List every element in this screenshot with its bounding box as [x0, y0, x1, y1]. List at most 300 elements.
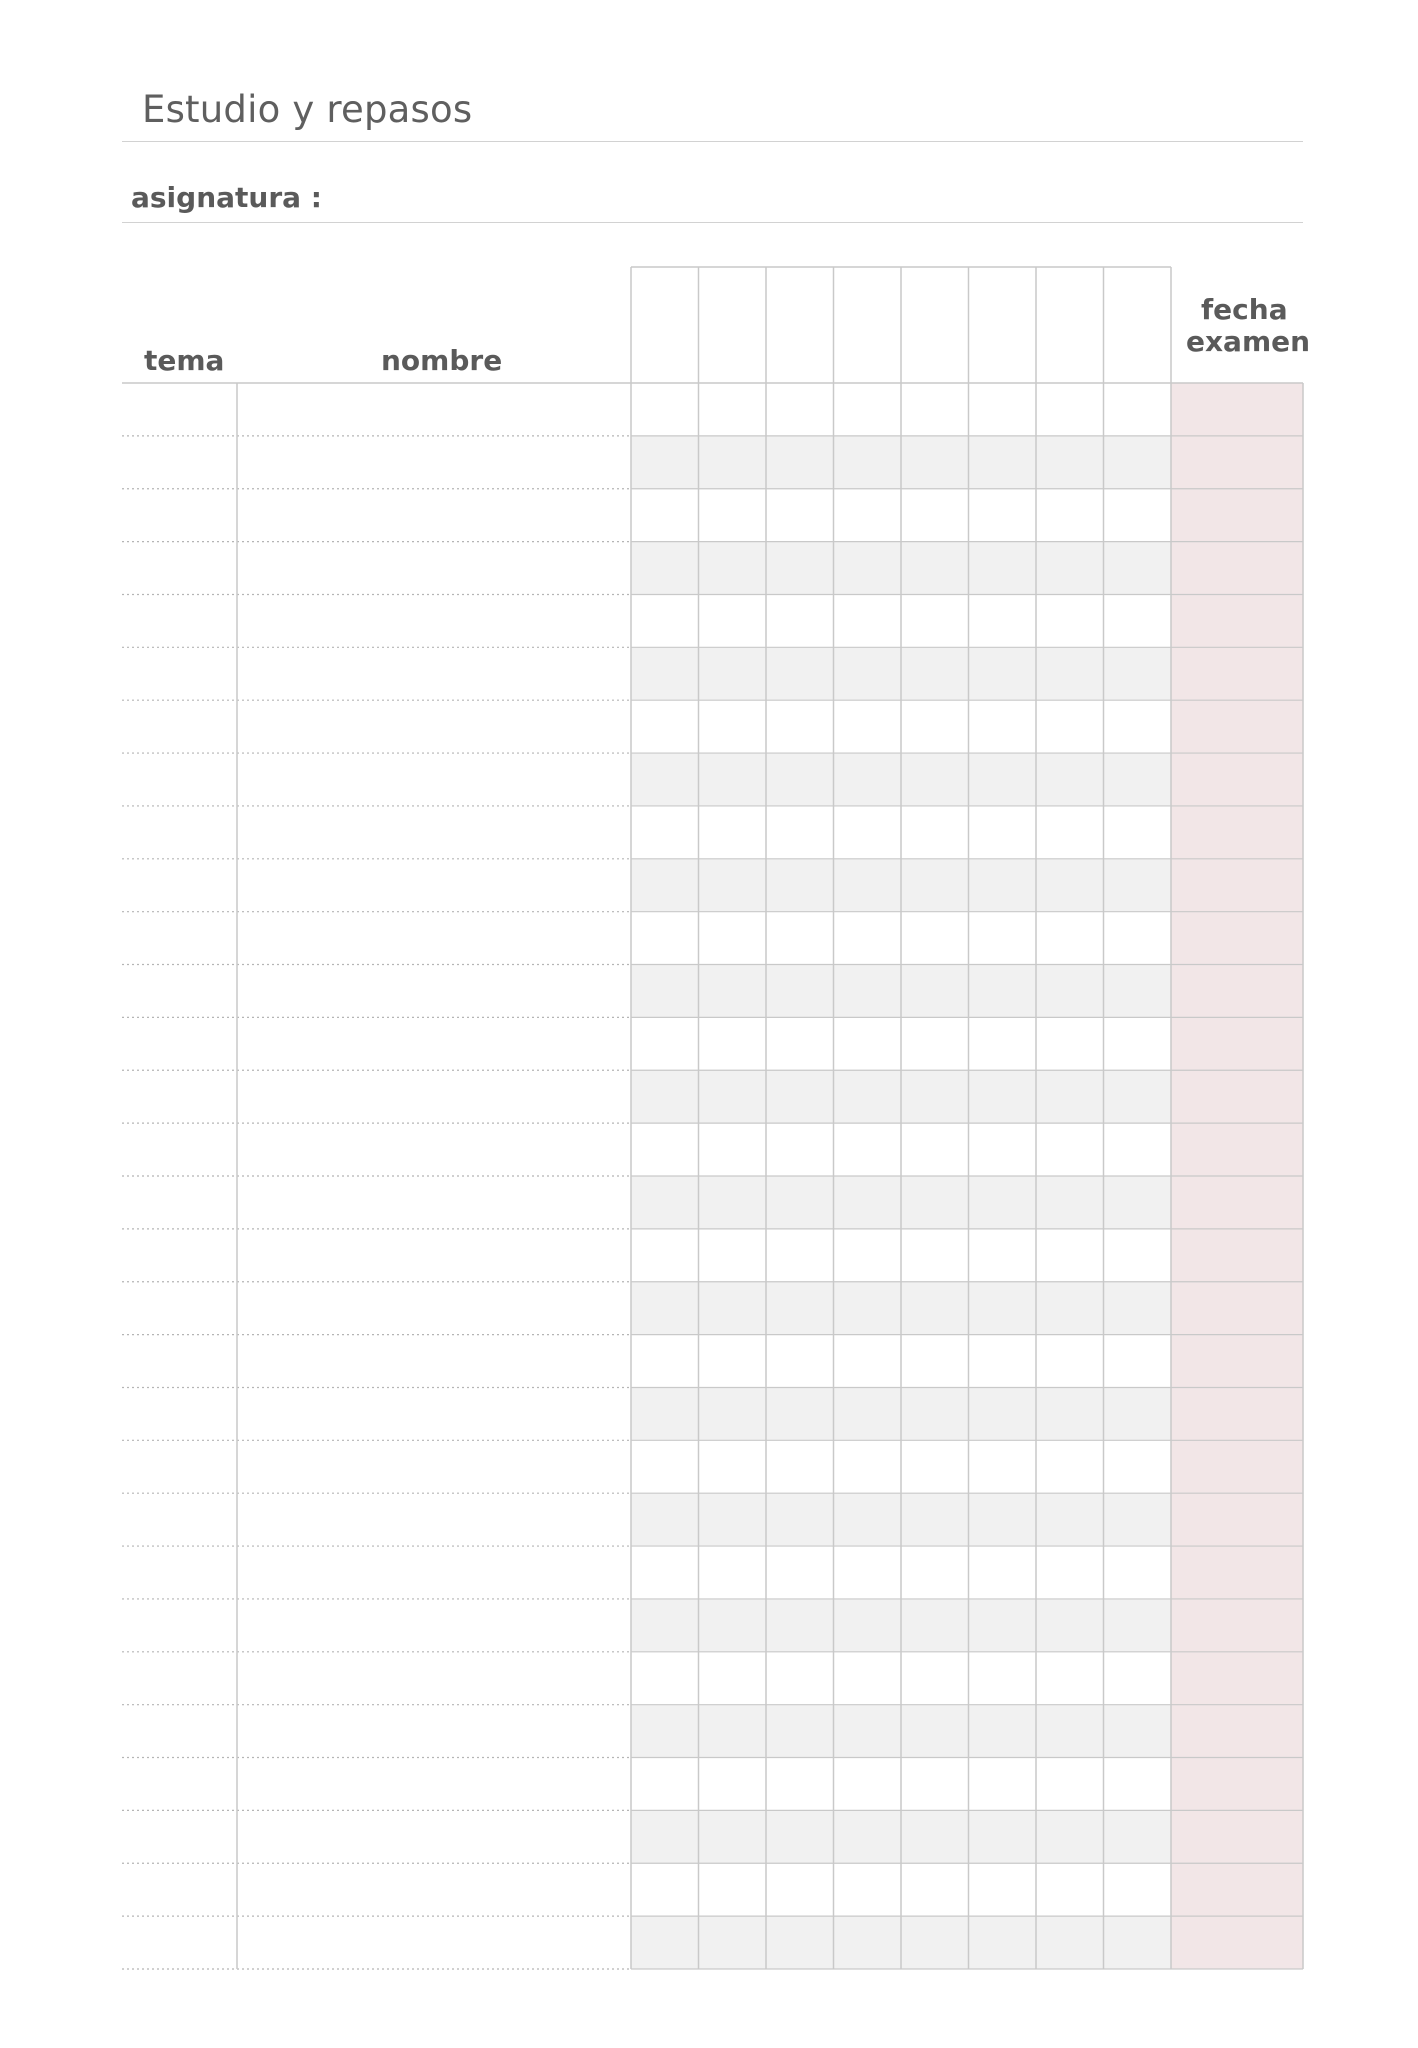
review-checkbox-cell[interactable]	[631, 912, 699, 965]
review-checkbox-cell[interactable]	[1104, 1387, 1172, 1440]
review-checkbox-cell[interactable]	[1104, 1017, 1172, 1070]
review-checkbox-cell[interactable]	[969, 859, 1037, 912]
topic-cell[interactable]	[122, 542, 237, 595]
review-checkbox-cell[interactable]	[901, 1017, 969, 1070]
review-checkbox-cell[interactable]	[1036, 1863, 1104, 1916]
exam-date-cell[interactable]	[1171, 383, 1303, 436]
review-checkbox-cell[interactable]	[631, 1387, 699, 1440]
exam-date-cell[interactable]	[1171, 1599, 1303, 1652]
topic-cell[interactable]	[122, 806, 237, 859]
name-cell[interactable]	[237, 489, 631, 542]
review-checkbox-cell[interactable]	[834, 436, 902, 489]
review-checkbox-cell[interactable]	[1104, 1705, 1172, 1758]
review-checkbox-cell[interactable]	[631, 1335, 699, 1388]
review-checkbox-cell[interactable]	[834, 1758, 902, 1811]
exam-date-cell[interactable]	[1171, 594, 1303, 647]
name-cell[interactable]	[237, 1176, 631, 1229]
review-checkbox-cell[interactable]	[631, 1229, 699, 1282]
review-checkbox-cell[interactable]	[901, 383, 969, 436]
topic-cell[interactable]	[122, 1916, 237, 1969]
review-checkbox-cell[interactable]	[766, 1440, 834, 1493]
exam-date-cell[interactable]	[1171, 1493, 1303, 1546]
review-checkbox-cell[interactable]	[631, 1599, 699, 1652]
review-checkbox-cell[interactable]	[631, 1810, 699, 1863]
review-checkbox-cell[interactable]	[1104, 383, 1172, 436]
review-checkbox-cell[interactable]	[699, 859, 767, 912]
review-checkbox-cell[interactable]	[1104, 753, 1172, 806]
review-checkbox-cell[interactable]	[901, 1440, 969, 1493]
topic-cell[interactable]	[122, 1863, 237, 1916]
name-cell[interactable]	[237, 806, 631, 859]
review-checkbox-cell[interactable]	[631, 594, 699, 647]
exam-date-cell[interactable]	[1171, 1546, 1303, 1599]
review-checkbox-cell[interactable]	[631, 1123, 699, 1176]
review-checkbox-cell[interactable]	[969, 965, 1037, 1018]
exam-date-cell[interactable]	[1171, 1863, 1303, 1916]
review-checkbox-cell[interactable]	[834, 1863, 902, 1916]
exam-date-cell[interactable]	[1171, 912, 1303, 965]
exam-date-cell[interactable]	[1171, 806, 1303, 859]
review-checkbox-cell[interactable]	[699, 1599, 767, 1652]
review-checkbox-cell[interactable]	[1036, 436, 1104, 489]
review-checkbox-cell[interactable]	[1036, 1282, 1104, 1335]
review-checkbox-cell[interactable]	[1104, 1916, 1172, 1969]
name-cell[interactable]	[237, 1652, 631, 1705]
review-checkbox-cell[interactable]	[1104, 1176, 1172, 1229]
name-cell[interactable]	[237, 647, 631, 700]
review-checkbox-cell[interactable]	[1036, 1705, 1104, 1758]
review-checkbox-cell[interactable]	[969, 1176, 1037, 1229]
review-checkbox-cell[interactable]	[834, 1387, 902, 1440]
review-checkbox-cell[interactable]	[901, 965, 969, 1018]
review-checkbox-cell[interactable]	[834, 1599, 902, 1652]
name-cell[interactable]	[237, 542, 631, 595]
name-cell[interactable]	[237, 1546, 631, 1599]
review-checkbox-cell[interactable]	[766, 1863, 834, 1916]
review-checkbox-cell[interactable]	[969, 1229, 1037, 1282]
exam-date-cell[interactable]	[1171, 1070, 1303, 1123]
exam-date-cell[interactable]	[1171, 489, 1303, 542]
review-checkbox-cell[interactable]	[699, 912, 767, 965]
review-checkbox-cell[interactable]	[766, 1705, 834, 1758]
review-checkbox-cell[interactable]	[1104, 1863, 1172, 1916]
review-checkbox-cell[interactable]	[1036, 1546, 1104, 1599]
review-checkbox-cell[interactable]	[901, 1070, 969, 1123]
review-checkbox-cell[interactable]	[834, 542, 902, 595]
review-checkbox-cell[interactable]	[766, 1758, 834, 1811]
review-checkbox-cell[interactable]	[699, 1916, 767, 1969]
topic-cell[interactable]	[122, 753, 237, 806]
review-checkbox-cell[interactable]	[766, 1546, 834, 1599]
name-cell[interactable]	[237, 1810, 631, 1863]
review-checkbox-cell[interactable]	[969, 1017, 1037, 1070]
name-cell[interactable]	[237, 594, 631, 647]
review-checkbox-cell[interactable]	[1104, 1493, 1172, 1546]
review-checkbox-cell[interactable]	[969, 383, 1037, 436]
review-checkbox-cell[interactable]	[901, 1335, 969, 1388]
review-checkbox-cell[interactable]	[969, 1758, 1037, 1811]
review-checkbox-cell[interactable]	[834, 1652, 902, 1705]
review-checkbox-cell[interactable]	[969, 542, 1037, 595]
review-checkbox-cell[interactable]	[901, 1123, 969, 1176]
review-checkbox-cell[interactable]	[699, 1546, 767, 1599]
name-cell[interactable]	[237, 1863, 631, 1916]
review-checkbox-cell[interactable]	[766, 1493, 834, 1546]
name-cell[interactable]	[237, 1123, 631, 1176]
name-cell[interactable]	[237, 965, 631, 1018]
exam-date-cell[interactable]	[1171, 1758, 1303, 1811]
review-checkbox-cell[interactable]	[766, 965, 834, 1018]
exam-date-cell[interactable]	[1171, 1916, 1303, 1969]
review-checkbox-cell[interactable]	[969, 912, 1037, 965]
name-cell[interactable]	[237, 1282, 631, 1335]
exam-date-cell[interactable]	[1171, 542, 1303, 595]
exam-date-cell[interactable]	[1171, 1017, 1303, 1070]
topic-cell[interactable]	[122, 1758, 237, 1811]
review-checkbox-cell[interactable]	[631, 436, 699, 489]
name-cell[interactable]	[237, 1440, 631, 1493]
review-checkbox-cell[interactable]	[766, 1599, 834, 1652]
name-cell[interactable]	[237, 1705, 631, 1758]
review-checkbox-cell[interactable]	[699, 1705, 767, 1758]
review-checkbox-cell[interactable]	[834, 1123, 902, 1176]
review-checkbox-cell[interactable]	[901, 1493, 969, 1546]
review-checkbox-cell[interactable]	[631, 647, 699, 700]
review-checkbox-cell[interactable]	[969, 647, 1037, 700]
review-checkbox-cell[interactable]	[1104, 647, 1172, 700]
review-checkbox-cell[interactable]	[699, 1493, 767, 1546]
review-checkbox-cell[interactable]	[1036, 1652, 1104, 1705]
review-checkbox-cell[interactable]	[1036, 1387, 1104, 1440]
review-checkbox-cell[interactable]	[631, 1017, 699, 1070]
review-checkbox-cell[interactable]	[699, 383, 767, 436]
review-checkbox-cell[interactable]	[766, 383, 834, 436]
review-checkbox-cell[interactable]	[901, 806, 969, 859]
review-checkbox-cell[interactable]	[969, 1810, 1037, 1863]
review-checkbox-cell[interactable]	[901, 1652, 969, 1705]
review-checkbox-cell[interactable]	[1104, 859, 1172, 912]
review-checkbox-cell[interactable]	[834, 1546, 902, 1599]
review-checkbox-cell[interactable]	[901, 912, 969, 965]
topic-cell[interactable]	[122, 1599, 237, 1652]
review-checkbox-cell[interactable]	[766, 1387, 834, 1440]
review-checkbox-cell[interactable]	[1104, 1546, 1172, 1599]
review-checkbox-cell[interactable]	[631, 1176, 699, 1229]
review-checkbox-cell[interactable]	[834, 806, 902, 859]
review-checkbox-cell[interactable]	[1036, 647, 1104, 700]
review-checkbox-cell[interactable]	[699, 1017, 767, 1070]
review-checkbox-cell[interactable]	[1104, 1652, 1172, 1705]
review-checkbox-cell[interactable]	[1104, 594, 1172, 647]
review-checkbox-cell[interactable]	[969, 1493, 1037, 1546]
topic-cell[interactable]	[122, 1335, 237, 1388]
name-cell[interactable]	[237, 1387, 631, 1440]
review-checkbox-cell[interactable]	[834, 700, 902, 753]
review-checkbox-cell[interactable]	[766, 1123, 834, 1176]
review-checkbox-cell[interactable]	[1104, 912, 1172, 965]
review-checkbox-cell[interactable]	[834, 1810, 902, 1863]
review-checkbox-cell[interactable]	[834, 1916, 902, 1969]
review-checkbox-cell[interactable]	[834, 1705, 902, 1758]
review-checkbox-cell[interactable]	[631, 1758, 699, 1811]
topic-cell[interactable]	[122, 700, 237, 753]
review-checkbox-cell[interactable]	[699, 1282, 767, 1335]
review-checkbox-cell[interactable]	[631, 1652, 699, 1705]
review-checkbox-cell[interactable]	[1036, 1493, 1104, 1546]
review-checkbox-cell[interactable]	[969, 1335, 1037, 1388]
review-checkbox-cell[interactable]	[901, 1705, 969, 1758]
review-checkbox-cell[interactable]	[1036, 1176, 1104, 1229]
review-checkbox-cell[interactable]	[699, 1863, 767, 1916]
review-checkbox-cell[interactable]	[969, 1387, 1037, 1440]
review-checkbox-cell[interactable]	[1036, 859, 1104, 912]
name-cell[interactable]	[237, 436, 631, 489]
review-checkbox-cell[interactable]	[834, 753, 902, 806]
review-checkbox-cell[interactable]	[699, 965, 767, 1018]
review-checkbox-cell[interactable]	[901, 1758, 969, 1811]
review-checkbox-cell[interactable]	[901, 1546, 969, 1599]
review-checkbox-cell[interactable]	[969, 594, 1037, 647]
review-checkbox-cell[interactable]	[1104, 1070, 1172, 1123]
review-checkbox-cell[interactable]	[834, 859, 902, 912]
review-checkbox-cell[interactable]	[631, 700, 699, 753]
review-checkbox-cell[interactable]	[834, 489, 902, 542]
review-checkbox-cell[interactable]	[1036, 1070, 1104, 1123]
name-cell[interactable]	[237, 1017, 631, 1070]
review-checkbox-cell[interactable]	[834, 383, 902, 436]
review-checkbox-cell[interactable]	[699, 1758, 767, 1811]
review-checkbox-cell[interactable]	[699, 1387, 767, 1440]
review-checkbox-cell[interactable]	[766, 806, 834, 859]
review-checkbox-cell[interactable]	[631, 1493, 699, 1546]
exam-date-cell[interactable]	[1171, 647, 1303, 700]
topic-cell[interactable]	[122, 1546, 237, 1599]
review-checkbox-cell[interactable]	[699, 1176, 767, 1229]
exam-date-cell[interactable]	[1171, 859, 1303, 912]
name-cell[interactable]	[237, 1493, 631, 1546]
review-checkbox-cell[interactable]	[1036, 1123, 1104, 1176]
review-checkbox-cell[interactable]	[699, 594, 767, 647]
review-checkbox-cell[interactable]	[631, 383, 699, 436]
topic-cell[interactable]	[122, 1229, 237, 1282]
review-checkbox-cell[interactable]	[766, 489, 834, 542]
exam-date-cell[interactable]	[1171, 1387, 1303, 1440]
review-checkbox-cell[interactable]	[969, 1916, 1037, 1969]
review-checkbox-cell[interactable]	[901, 1599, 969, 1652]
review-checkbox-cell[interactable]	[699, 1810, 767, 1863]
name-cell[interactable]	[237, 1599, 631, 1652]
review-checkbox-cell[interactable]	[699, 753, 767, 806]
review-checkbox-cell[interactable]	[1104, 1335, 1172, 1388]
topic-cell[interactable]	[122, 965, 237, 1018]
review-checkbox-cell[interactable]	[969, 1440, 1037, 1493]
review-checkbox-cell[interactable]	[969, 1652, 1037, 1705]
review-checkbox-cell[interactable]	[834, 1282, 902, 1335]
review-checkbox-cell[interactable]	[969, 1705, 1037, 1758]
review-checkbox-cell[interactable]	[631, 1282, 699, 1335]
review-checkbox-cell[interactable]	[969, 1123, 1037, 1176]
name-cell[interactable]	[237, 1070, 631, 1123]
review-checkbox-cell[interactable]	[631, 1070, 699, 1123]
name-cell[interactable]	[237, 859, 631, 912]
review-checkbox-cell[interactable]	[969, 489, 1037, 542]
review-checkbox-cell[interactable]	[766, 1070, 834, 1123]
review-checkbox-cell[interactable]	[1104, 1810, 1172, 1863]
review-checkbox-cell[interactable]	[834, 1493, 902, 1546]
exam-date-cell[interactable]	[1171, 1123, 1303, 1176]
review-checkbox-cell[interactable]	[631, 1916, 699, 1969]
review-checkbox-cell[interactable]	[901, 1863, 969, 1916]
topic-cell[interactable]	[122, 1652, 237, 1705]
review-checkbox-cell[interactable]	[766, 1017, 834, 1070]
review-checkbox-cell[interactable]	[766, 1810, 834, 1863]
review-checkbox-cell[interactable]	[631, 542, 699, 595]
exam-date-cell[interactable]	[1171, 753, 1303, 806]
review-checkbox-cell[interactable]	[766, 1229, 834, 1282]
exam-date-cell[interactable]	[1171, 1810, 1303, 1863]
review-checkbox-cell[interactable]	[631, 1546, 699, 1599]
name-cell[interactable]	[237, 1916, 631, 1969]
review-checkbox-cell[interactable]	[1036, 753, 1104, 806]
review-checkbox-cell[interactable]	[901, 647, 969, 700]
review-checkbox-cell[interactable]	[1036, 1916, 1104, 1969]
review-checkbox-cell[interactable]	[901, 1282, 969, 1335]
exam-date-cell[interactable]	[1171, 1440, 1303, 1493]
review-checkbox-cell[interactable]	[699, 489, 767, 542]
topic-cell[interactable]	[122, 436, 237, 489]
topic-cell[interactable]	[122, 1282, 237, 1335]
review-checkbox-cell[interactable]	[1036, 912, 1104, 965]
review-checkbox-cell[interactable]	[901, 489, 969, 542]
review-checkbox-cell[interactable]	[699, 647, 767, 700]
review-checkbox-cell[interactable]	[766, 594, 834, 647]
review-checkbox-cell[interactable]	[766, 1916, 834, 1969]
name-cell[interactable]	[237, 912, 631, 965]
review-checkbox-cell[interactable]	[766, 1335, 834, 1388]
review-checkbox-cell[interactable]	[699, 1229, 767, 1282]
topic-cell[interactable]	[122, 489, 237, 542]
topic-cell[interactable]	[122, 859, 237, 912]
review-checkbox-cell[interactable]	[901, 1176, 969, 1229]
review-checkbox-cell[interactable]	[699, 1335, 767, 1388]
review-checkbox-cell[interactable]	[1036, 1017, 1104, 1070]
review-checkbox-cell[interactable]	[1036, 542, 1104, 595]
topic-cell[interactable]	[122, 1123, 237, 1176]
review-checkbox-cell[interactable]	[699, 1440, 767, 1493]
review-checkbox-cell[interactable]	[1104, 436, 1172, 489]
topic-cell[interactable]	[122, 1387, 237, 1440]
review-checkbox-cell[interactable]	[969, 436, 1037, 489]
review-checkbox-cell[interactable]	[834, 594, 902, 647]
review-checkbox-cell[interactable]	[1104, 1282, 1172, 1335]
name-cell[interactable]	[237, 1229, 631, 1282]
review-checkbox-cell[interactable]	[766, 700, 834, 753]
review-checkbox-cell[interactable]	[1036, 1229, 1104, 1282]
topic-cell[interactable]	[122, 383, 237, 436]
review-checkbox-cell[interactable]	[1104, 700, 1172, 753]
name-cell[interactable]	[237, 1335, 631, 1388]
topic-cell[interactable]	[122, 1017, 237, 1070]
review-checkbox-cell[interactable]	[631, 753, 699, 806]
review-checkbox-cell[interactable]	[969, 753, 1037, 806]
review-checkbox-cell[interactable]	[834, 1070, 902, 1123]
review-checkbox-cell[interactable]	[1104, 1440, 1172, 1493]
review-checkbox-cell[interactable]	[766, 1176, 834, 1229]
exam-date-cell[interactable]	[1171, 1176, 1303, 1229]
review-checkbox-cell[interactable]	[1104, 1123, 1172, 1176]
review-checkbox-cell[interactable]	[969, 1070, 1037, 1123]
review-checkbox-cell[interactable]	[1036, 1335, 1104, 1388]
review-checkbox-cell[interactable]	[1104, 1599, 1172, 1652]
review-checkbox-cell[interactable]	[1036, 965, 1104, 1018]
review-checkbox-cell[interactable]	[1104, 542, 1172, 595]
review-checkbox-cell[interactable]	[631, 806, 699, 859]
review-checkbox-cell[interactable]	[699, 542, 767, 595]
review-checkbox-cell[interactable]	[901, 436, 969, 489]
review-checkbox-cell[interactable]	[766, 1282, 834, 1335]
review-checkbox-cell[interactable]	[631, 965, 699, 1018]
exam-date-cell[interactable]	[1171, 1335, 1303, 1388]
review-checkbox-cell[interactable]	[901, 1387, 969, 1440]
review-checkbox-cell[interactable]	[901, 859, 969, 912]
review-checkbox-cell[interactable]	[901, 1229, 969, 1282]
review-checkbox-cell[interactable]	[699, 1123, 767, 1176]
review-checkbox-cell[interactable]	[1036, 489, 1104, 542]
review-checkbox-cell[interactable]	[766, 1652, 834, 1705]
review-checkbox-cell[interactable]	[834, 1335, 902, 1388]
exam-date-cell[interactable]	[1171, 965, 1303, 1018]
review-checkbox-cell[interactable]	[1036, 383, 1104, 436]
review-checkbox-cell[interactable]	[631, 1863, 699, 1916]
review-checkbox-cell[interactable]	[901, 1916, 969, 1969]
review-checkbox-cell[interactable]	[834, 912, 902, 965]
review-checkbox-cell[interactable]	[969, 700, 1037, 753]
exam-date-cell[interactable]	[1171, 1705, 1303, 1758]
review-checkbox-cell[interactable]	[766, 542, 834, 595]
review-checkbox-cell[interactable]	[834, 647, 902, 700]
name-cell[interactable]	[237, 1758, 631, 1811]
exam-date-cell[interactable]	[1171, 1229, 1303, 1282]
review-checkbox-cell[interactable]	[1036, 806, 1104, 859]
review-checkbox-cell[interactable]	[1036, 1440, 1104, 1493]
review-checkbox-cell[interactable]	[699, 700, 767, 753]
review-checkbox-cell[interactable]	[699, 806, 767, 859]
review-checkbox-cell[interactable]	[631, 1705, 699, 1758]
review-checkbox-cell[interactable]	[766, 912, 834, 965]
review-checkbox-cell[interactable]	[1104, 965, 1172, 1018]
topic-cell[interactable]	[122, 647, 237, 700]
review-checkbox-cell[interactable]	[766, 753, 834, 806]
exam-date-cell[interactable]	[1171, 1652, 1303, 1705]
review-checkbox-cell[interactable]	[766, 647, 834, 700]
review-checkbox-cell[interactable]	[1104, 806, 1172, 859]
review-checkbox-cell[interactable]	[699, 436, 767, 489]
review-checkbox-cell[interactable]	[699, 1652, 767, 1705]
topic-cell[interactable]	[122, 1070, 237, 1123]
name-cell[interactable]	[237, 753, 631, 806]
review-checkbox-cell[interactable]	[901, 594, 969, 647]
exam-date-cell[interactable]	[1171, 700, 1303, 753]
review-checkbox-cell[interactable]	[766, 436, 834, 489]
review-checkbox-cell[interactable]	[834, 1229, 902, 1282]
review-checkbox-cell[interactable]	[969, 1282, 1037, 1335]
review-checkbox-cell[interactable]	[1036, 1758, 1104, 1811]
topic-cell[interactable]	[122, 1705, 237, 1758]
topic-cell[interactable]	[122, 594, 237, 647]
name-cell[interactable]	[237, 383, 631, 436]
topic-cell[interactable]	[122, 1176, 237, 1229]
review-checkbox-cell[interactable]	[834, 1176, 902, 1229]
